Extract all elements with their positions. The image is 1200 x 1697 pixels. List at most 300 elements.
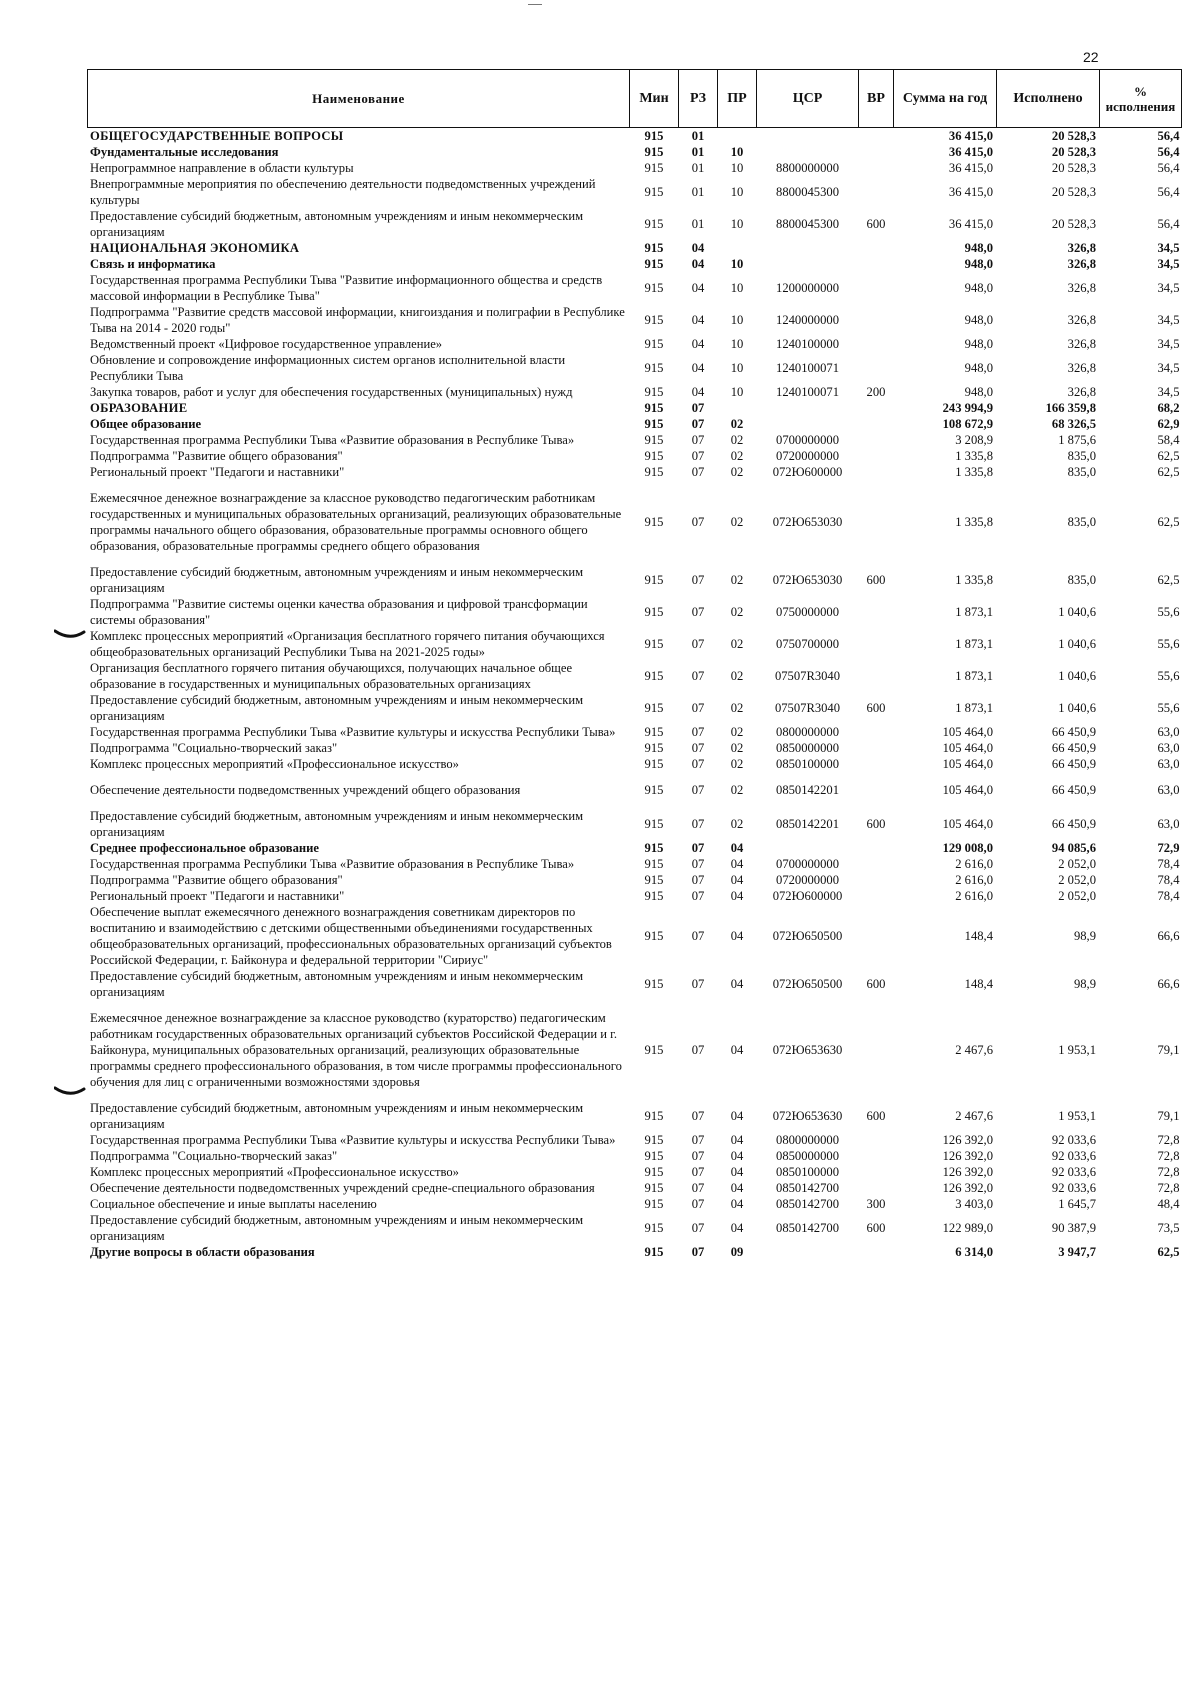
cell-csr: 0720000000 xyxy=(776,449,839,463)
cell-min: 915 xyxy=(644,217,664,231)
cell-sum: 948,0 xyxy=(964,361,993,375)
cell-pct: 68,2 xyxy=(1157,401,1180,415)
cell-csr: 072Ю653630 xyxy=(772,1109,843,1123)
cell-pr: 04 xyxy=(730,857,744,871)
cell-vr xyxy=(859,240,894,256)
cell-csr: 072Ю653630 xyxy=(772,1043,843,1057)
cell-name: Среднее профессиональное образование xyxy=(90,841,319,855)
cell-rz: 07 xyxy=(691,783,705,797)
cell-vr xyxy=(859,416,894,432)
cell-rz: 07 xyxy=(691,465,705,479)
cell-done: 92 033,6 xyxy=(1051,1133,1096,1147)
cell-pr: 02 xyxy=(730,605,744,619)
cell-done: 20 528,3 xyxy=(1051,217,1096,231)
table-row xyxy=(88,208,1182,240)
cell-done: 326,8 xyxy=(1067,337,1096,351)
cell-pr: 02 xyxy=(730,701,744,715)
cell-sum: 2 616,0 xyxy=(955,873,993,887)
cell-min: 915 xyxy=(644,1245,664,1259)
cell-done: 90 387,9 xyxy=(1051,1221,1096,1235)
cell-csr: 8800045300 xyxy=(776,217,839,231)
cell-min: 915 xyxy=(644,161,664,175)
cell-sum: 36 415,0 xyxy=(948,129,993,143)
cell-vr xyxy=(859,1132,894,1148)
cell-done: 835,0 xyxy=(1067,465,1096,479)
cell-min: 915 xyxy=(644,701,664,715)
cell-min: 915 xyxy=(644,465,664,479)
cell-vr xyxy=(859,596,894,628)
cell-pct: 63,0 xyxy=(1157,741,1180,755)
cell-vr xyxy=(859,272,894,304)
cell-pr: 04 xyxy=(730,1109,744,1123)
cell-done: 2 052,0 xyxy=(1058,889,1096,903)
cell-pct: 63,0 xyxy=(1157,817,1180,831)
cell-pr: 04 xyxy=(730,889,744,903)
cell-name: Предоставление субсидий бюджетным, автономным учреждениям и иным некоммерческим организациям xyxy=(90,209,584,239)
cell-vr xyxy=(859,888,894,904)
table-row xyxy=(88,1148,1182,1164)
cell-done: 326,8 xyxy=(1067,241,1096,255)
cell-min: 915 xyxy=(644,361,664,375)
cell-sum: 948,0 xyxy=(964,385,993,399)
table-row xyxy=(88,336,1182,352)
cell-vr xyxy=(859,724,894,740)
cell-pr: 02 xyxy=(730,669,744,683)
cell-csr: 072Ю600000 xyxy=(772,889,843,903)
cell-vr xyxy=(859,352,894,384)
cell-pct: 55,6 xyxy=(1157,637,1180,651)
cell-sum: 36 415,0 xyxy=(948,145,993,159)
cell-vr xyxy=(859,128,894,145)
cell-pct: 72,8 xyxy=(1157,1181,1180,1195)
cell-rz: 01 xyxy=(691,161,705,175)
cell-vr xyxy=(859,480,894,554)
cell-sum: 36 415,0 xyxy=(948,185,993,199)
cell-min: 915 xyxy=(644,669,664,683)
cell-pr: 10 xyxy=(730,145,744,159)
cell-vr xyxy=(859,144,894,160)
cell-name: Государственная программа Республики Тыва "Развитие информационного общества и средств массовой информации в Республике Тыва" xyxy=(90,273,603,303)
cell-csr xyxy=(757,144,859,160)
cell-rz: 04 xyxy=(691,313,705,327)
cell-sum: 129 008,0 xyxy=(942,841,993,855)
cell-pr: 04 xyxy=(730,873,744,887)
cell-done: 326,8 xyxy=(1067,281,1096,295)
cell-csr: 0850142700 xyxy=(776,1221,839,1235)
cell-pr: 10 xyxy=(730,361,744,375)
cell-sum: 948,0 xyxy=(964,313,993,327)
cell-vr xyxy=(859,856,894,872)
table-row xyxy=(88,272,1182,304)
cell-pr: 10 xyxy=(730,281,744,295)
cell-name: ОБЩЕГОСУДАРСТВЕННЫЕ ВОПРОСЫ xyxy=(90,129,344,143)
table-row xyxy=(88,480,1182,554)
table-row xyxy=(88,724,1182,740)
cell-rz: 07 xyxy=(691,1109,705,1123)
cell-min: 915 xyxy=(644,605,664,619)
cell-sum: 126 392,0 xyxy=(942,1165,993,1179)
cell-pct: 73,5 xyxy=(1157,1221,1180,1235)
cell-sum: 1 873,1 xyxy=(955,637,993,651)
cell-done: 326,8 xyxy=(1067,313,1096,327)
cell-name: Подпрограмма "Социально-творческий заказ" xyxy=(90,741,338,755)
cell-vr xyxy=(859,628,894,660)
cell-name: Предоставление субсидий бюджетным, автономным учреждениям и иным некоммерческим организациям xyxy=(90,1213,584,1243)
cell-rz: 01 xyxy=(691,129,705,143)
page-number: 22 xyxy=(1083,49,1099,65)
cell-pct: 78,4 xyxy=(1157,857,1180,871)
cell-csr: 0750700000 xyxy=(776,637,839,651)
cell-sum: 948,0 xyxy=(964,241,993,255)
cell-csr: 0800000000 xyxy=(776,1133,839,1147)
cell-csr: 1240100071 xyxy=(776,385,839,399)
cell-min: 915 xyxy=(644,1181,664,1195)
table-row xyxy=(88,1212,1182,1244)
cell-rz: 07 xyxy=(691,401,705,415)
cell-rz: 07 xyxy=(691,1165,705,1179)
cell-done: 835,0 xyxy=(1067,573,1096,587)
cell-sum: 1 873,1 xyxy=(955,605,993,619)
cell-pct: 63,0 xyxy=(1157,725,1180,739)
cell-pct: 72,8 xyxy=(1157,1149,1180,1163)
cell-pr: 04 xyxy=(730,977,744,991)
cell-name: Комплекс процессных мероприятий «Организация бесплатного горячего питания обучающихся общеобразовательных организаций Республики Тыва на 2021-2025 годы» xyxy=(90,629,605,659)
cell-vr xyxy=(859,872,894,888)
cell-vr xyxy=(859,904,894,968)
cell-min: 915 xyxy=(644,449,664,463)
cell-min: 915 xyxy=(644,241,664,255)
cell-name: Организация бесплатного горячего питания обучающихся, получающих начальное общее образование в государственных и муниципальных образовательных организациях xyxy=(90,661,573,691)
cell-pr: 10 xyxy=(730,185,744,199)
cell-pr: 02 xyxy=(730,417,744,431)
cell-sum: 36 415,0 xyxy=(948,217,993,231)
cell-csr: 0700000000 xyxy=(776,433,839,447)
cell-vr xyxy=(859,336,894,352)
cell-name: Другие вопросы в области образования xyxy=(90,1245,315,1259)
table-row xyxy=(88,176,1182,208)
cell-pct: 34,5 xyxy=(1157,281,1180,295)
cell-min: 915 xyxy=(644,337,664,351)
cell-rz: 04 xyxy=(691,241,705,255)
cell-pr xyxy=(718,400,757,416)
cell-pr: 04 xyxy=(730,1197,744,1211)
cell-name: Государственная программа Республики Тыва «Развитие образования в Республике Тыва» xyxy=(90,857,575,871)
cell-sum: 1 873,1 xyxy=(955,669,993,683)
cell-vr xyxy=(859,432,894,448)
cell-done: 66 450,9 xyxy=(1051,741,1096,755)
cell-pct: 62,9 xyxy=(1157,417,1180,431)
cell-vr: 300 xyxy=(866,1197,886,1211)
cell-rz: 07 xyxy=(691,669,705,683)
table-row xyxy=(88,772,1182,798)
cell-csr: 8800045300 xyxy=(776,185,839,199)
cell-csr xyxy=(757,240,859,256)
table-row xyxy=(88,304,1182,336)
cell-done: 68 326,5 xyxy=(1051,417,1096,431)
cell-pr: 10 xyxy=(730,257,744,271)
cell-sum: 2 467,6 xyxy=(955,1109,993,1123)
cell-pct: 55,6 xyxy=(1157,701,1180,715)
cell-pr: 02 xyxy=(730,725,744,739)
cell-min: 915 xyxy=(644,1165,664,1179)
cell-pct: 58,4 xyxy=(1157,433,1180,447)
cell-pr: 02 xyxy=(730,433,744,447)
table-row xyxy=(88,1000,1182,1090)
cell-min: 915 xyxy=(644,417,664,431)
table-row xyxy=(88,240,1182,256)
cell-csr: 072Ю650500 xyxy=(772,929,843,943)
cell-csr xyxy=(757,840,859,856)
cell-done: 66 450,9 xyxy=(1051,757,1096,771)
cell-sum: 105 464,0 xyxy=(942,817,993,831)
cell-min: 915 xyxy=(644,873,664,887)
header-csr: ЦСР xyxy=(757,70,859,128)
cell-rz: 01 xyxy=(691,145,705,159)
cell-pct: 55,6 xyxy=(1157,605,1180,619)
cell-pct: 78,4 xyxy=(1157,889,1180,903)
cell-min: 915 xyxy=(644,725,664,739)
cell-pct: 62,5 xyxy=(1157,1245,1180,1259)
budget-execution-table xyxy=(87,69,1182,1260)
cell-done: 1 953,1 xyxy=(1058,1109,1096,1123)
cell-rz: 07 xyxy=(691,433,705,447)
cell-rz: 07 xyxy=(691,573,705,587)
cell-csr: 0720000000 xyxy=(776,873,839,887)
cell-done: 166 359,8 xyxy=(1045,401,1096,415)
cell-name: Подпрограмма "Развитие системы оценки качества образования и цифровой трансформации системы образования" xyxy=(90,597,588,627)
cell-min: 915 xyxy=(644,757,664,771)
cell-sum: 2 467,6 xyxy=(955,1043,993,1057)
cell-pr: 10 xyxy=(730,161,744,175)
cell-rz: 07 xyxy=(691,1133,705,1147)
cell-csr: 0850100000 xyxy=(776,757,839,771)
cell-pr: 04 xyxy=(730,929,744,943)
cell-csr: 072Ю653030 xyxy=(772,515,843,529)
cell-sum: 105 464,0 xyxy=(942,741,993,755)
cell-pct: 79,1 xyxy=(1157,1109,1180,1123)
cell-pr: 10 xyxy=(730,217,744,231)
cell-done: 92 033,6 xyxy=(1051,1181,1096,1195)
cell-done: 1 040,6 xyxy=(1058,637,1096,651)
cell-csr: 0800000000 xyxy=(776,725,839,739)
table-row xyxy=(88,448,1182,464)
cell-vr: 600 xyxy=(866,1109,886,1123)
cell-pr: 10 xyxy=(730,337,744,351)
cell-pr: 04 xyxy=(730,1149,744,1163)
cell-done: 20 528,3 xyxy=(1051,161,1096,175)
cell-vr xyxy=(859,1148,894,1164)
table-row xyxy=(88,872,1182,888)
cell-done: 1 953,1 xyxy=(1058,1043,1096,1057)
cell-rz: 07 xyxy=(691,1043,705,1057)
table-row xyxy=(88,968,1182,1000)
cell-done: 66 450,9 xyxy=(1051,725,1096,739)
table-row xyxy=(88,1090,1182,1132)
cell-pct: 34,5 xyxy=(1157,241,1180,255)
cell-pct: 79,1 xyxy=(1157,1043,1180,1057)
cell-rz: 07 xyxy=(691,857,705,871)
cell-done: 326,8 xyxy=(1067,361,1096,375)
cell-rz: 07 xyxy=(691,741,705,755)
cell-rz: 07 xyxy=(691,1221,705,1235)
cell-pct: 66,6 xyxy=(1157,929,1180,943)
margin-check-mark-icon xyxy=(54,628,88,642)
cell-vr xyxy=(859,448,894,464)
cell-rz: 07 xyxy=(691,1149,705,1163)
table-row xyxy=(88,692,1182,724)
cell-vr: 600 xyxy=(866,573,886,587)
cell-sum: 3 403,0 xyxy=(955,1197,993,1211)
cell-done: 326,8 xyxy=(1067,385,1096,399)
cell-csr: 0850000000 xyxy=(776,1149,839,1163)
cell-min: 915 xyxy=(644,817,664,831)
cell-rz: 04 xyxy=(691,281,705,295)
cell-min: 915 xyxy=(644,977,664,991)
cell-csr xyxy=(757,400,859,416)
cell-pct: 34,5 xyxy=(1157,385,1180,399)
cell-name: Фундаментальные исследования xyxy=(90,145,279,159)
cell-min: 915 xyxy=(644,515,664,529)
cell-sum: 105 464,0 xyxy=(942,783,993,797)
cell-vr xyxy=(859,1164,894,1180)
cell-name: ОБРАЗОВАНИЕ xyxy=(90,401,188,415)
cell-name: Общее образование xyxy=(90,417,202,431)
cell-pct: 62,5 xyxy=(1157,573,1180,587)
cell-done: 20 528,3 xyxy=(1051,185,1096,199)
cell-vr xyxy=(859,256,894,272)
cell-vr xyxy=(859,1000,894,1090)
cell-done: 2 052,0 xyxy=(1058,857,1096,871)
cell-vr xyxy=(859,304,894,336)
cell-csr: 0750000000 xyxy=(776,605,839,619)
cell-done: 3 947,7 xyxy=(1058,1245,1096,1259)
cell-rz: 07 xyxy=(691,889,705,903)
cell-name: Подпрограмма "Развитие средств массовой информации, книгоиздания и полиграфии в Республике Тыва на 2014 - 2020 годы" xyxy=(90,305,625,335)
cell-min: 915 xyxy=(644,281,664,295)
cell-name: Обеспечение деятельности подведомственных учреждений средне-специального образования xyxy=(90,1181,595,1195)
cell-min: 915 xyxy=(644,1221,664,1235)
cell-pct: 63,0 xyxy=(1157,783,1180,797)
cell-pr: 02 xyxy=(730,515,744,529)
cell-pr xyxy=(718,128,757,145)
cell-min: 915 xyxy=(644,783,664,797)
cell-csr xyxy=(757,1244,859,1260)
scan-mark xyxy=(528,4,542,5)
cell-rz: 07 xyxy=(691,701,705,715)
cell-csr xyxy=(757,416,859,432)
cell-sum: 105 464,0 xyxy=(942,725,993,739)
cell-pr xyxy=(718,240,757,256)
cell-pct: 72,9 xyxy=(1157,841,1180,855)
table-row xyxy=(88,856,1182,872)
cell-sum: 126 392,0 xyxy=(942,1149,993,1163)
cell-vr xyxy=(859,740,894,756)
cell-min: 915 xyxy=(644,1149,664,1163)
cell-vr xyxy=(859,1244,894,1260)
cell-rz: 07 xyxy=(691,725,705,739)
cell-pr: 02 xyxy=(730,637,744,651)
cell-vr xyxy=(859,176,894,208)
cell-sum: 3 208,9 xyxy=(955,433,993,447)
cell-name: Социальное обеспечение и иные выплаты населению xyxy=(90,1197,377,1211)
cell-sum: 126 392,0 xyxy=(942,1133,993,1147)
cell-csr: 0850142201 xyxy=(776,783,839,797)
cell-pct: 62,5 xyxy=(1157,515,1180,529)
cell-sum: 126 392,0 xyxy=(942,1181,993,1195)
cell-csr xyxy=(757,256,859,272)
cell-vr xyxy=(859,660,894,692)
header-vr: ВР xyxy=(859,70,894,128)
cell-sum: 1 873,1 xyxy=(955,701,993,715)
table-row xyxy=(88,416,1182,432)
cell-done: 92 033,6 xyxy=(1051,1149,1096,1163)
table-row xyxy=(88,432,1182,448)
cell-csr: 8800000000 xyxy=(776,161,839,175)
table-row xyxy=(88,840,1182,856)
cell-min: 915 xyxy=(644,857,664,871)
cell-vr: 200 xyxy=(866,385,886,399)
cell-rz: 07 xyxy=(691,515,705,529)
cell-pct: 72,8 xyxy=(1157,1133,1180,1147)
cell-done: 1 040,6 xyxy=(1058,669,1096,683)
cell-name: Подпрограмма "Социально-творческий заказ" xyxy=(90,1149,338,1163)
cell-min: 915 xyxy=(644,313,664,327)
cell-name: Обновление и сопровождение информационных систем органов исполнительной власти Республики Тыва xyxy=(90,353,566,383)
cell-csr: 07507R3040 xyxy=(774,669,841,683)
table-row xyxy=(88,144,1182,160)
cell-rz: 07 xyxy=(691,605,705,619)
cell-vr: 600 xyxy=(866,701,886,715)
header-pct: % исполнения xyxy=(1100,70,1182,128)
cell-vr: 600 xyxy=(866,817,886,831)
cell-min: 915 xyxy=(644,129,664,143)
cell-min: 915 xyxy=(644,145,664,159)
cell-min: 915 xyxy=(644,841,664,855)
cell-done: 20 528,3 xyxy=(1051,129,1096,143)
cell-pr: 02 xyxy=(730,449,744,463)
table-row xyxy=(88,740,1182,756)
cell-rz: 07 xyxy=(691,417,705,431)
cell-pct: 72,8 xyxy=(1157,1165,1180,1179)
cell-min: 915 xyxy=(644,741,664,755)
cell-vr xyxy=(859,756,894,772)
cell-vr xyxy=(859,772,894,798)
cell-pct: 56,4 xyxy=(1157,145,1180,159)
cell-rz: 07 xyxy=(691,977,705,991)
cell-done: 20 528,3 xyxy=(1051,145,1096,159)
cell-pct: 56,4 xyxy=(1157,185,1180,199)
cell-name: Обеспечение деятельности подведомственных учреждений общего образования xyxy=(90,783,521,797)
cell-pct: 34,5 xyxy=(1157,257,1180,271)
cell-sum: 6 314,0 xyxy=(955,1245,993,1259)
cell-pct: 62,5 xyxy=(1157,449,1180,463)
cell-vr xyxy=(859,840,894,856)
cell-vr xyxy=(859,464,894,480)
cell-rz: 01 xyxy=(691,217,705,231)
cell-csr: 0850100000 xyxy=(776,1165,839,1179)
cell-vr xyxy=(859,400,894,416)
cell-name: Предоставление субсидий бюджетным, автономным учреждениям и иным некоммерческим организациям xyxy=(90,565,584,595)
cell-pr: 04 xyxy=(730,841,744,855)
cell-done: 835,0 xyxy=(1067,449,1096,463)
cell-done: 2 052,0 xyxy=(1058,873,1096,887)
table-header-row xyxy=(88,70,1182,128)
cell-done: 1 875,6 xyxy=(1058,433,1096,447)
table-row xyxy=(88,1180,1182,1196)
table-row xyxy=(88,384,1182,400)
cell-done: 835,0 xyxy=(1067,515,1096,529)
cell-rz: 07 xyxy=(691,637,705,651)
